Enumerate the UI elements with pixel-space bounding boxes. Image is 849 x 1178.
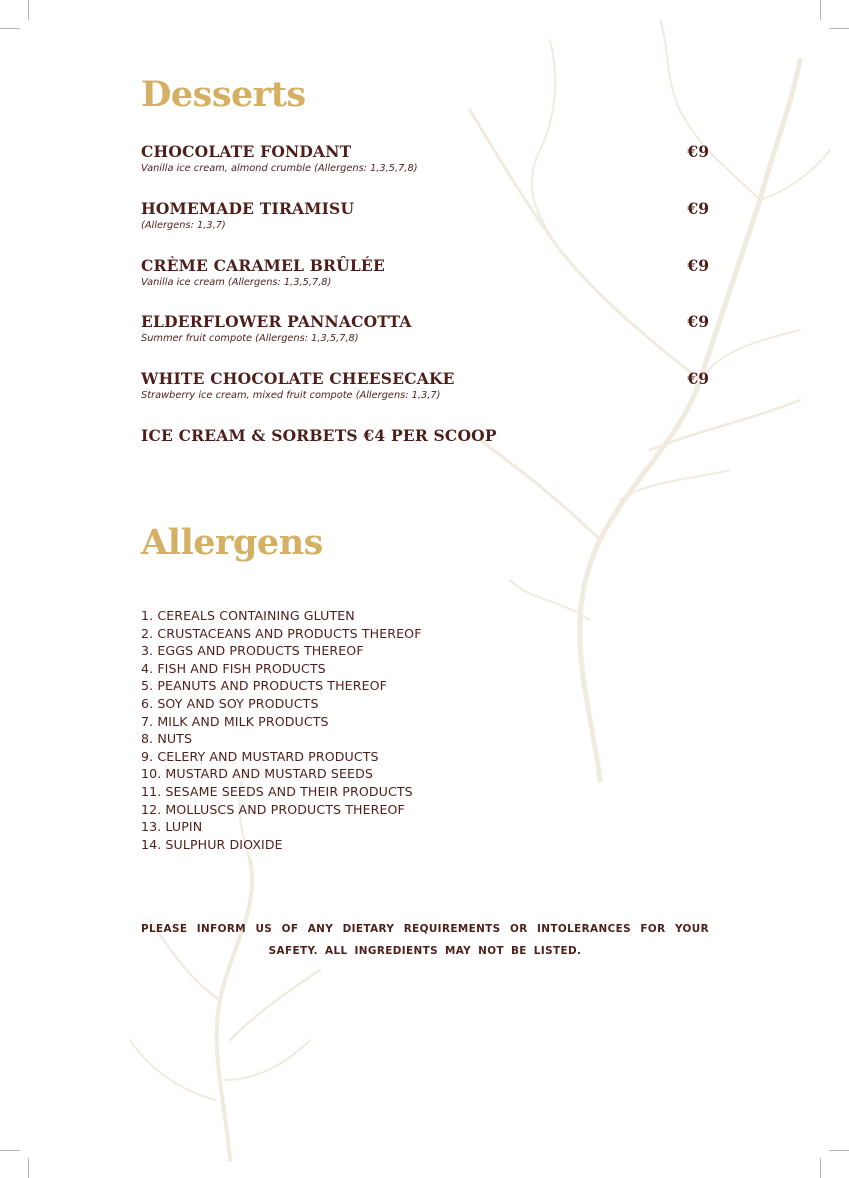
menu-item-price: €9 <box>687 199 709 218</box>
allergen-item: 5. PEANUTS AND PRODUCTS THEREOF <box>141 678 387 694</box>
menu-item-name: ELDERFLOWER PANNACOTTA <box>141 312 412 331</box>
allergen-list <box>141 607 422 853</box>
menu-item-price: €9 <box>687 256 709 275</box>
allergen-item: 14. SULPHUR DIOXIDE <box>141 836 283 852</box>
menu-item-name: CRÈME CARAMEL BRÛLÉE <box>141 256 385 275</box>
menu-item <box>141 313 709 345</box>
menu-item-name: HOMEMADE TIRAMISU <box>141 199 355 218</box>
menu-item-price: €9 <box>687 369 709 388</box>
menu-item-name: CHOCOLATE FONDANT <box>141 142 352 161</box>
allergen-item: 7. MILK AND MILK PRODUCTS <box>141 713 329 729</box>
allergen-item: 10. MUSTARD AND MUSTARD SEEDS <box>141 766 373 782</box>
allergen-item: 6. SOY AND SOY PRODUCTS <box>141 695 319 711</box>
menu-item <box>141 257 709 289</box>
menu-item-description: Strawberry ice cream, mixed fruit compote (Allergens: 1,3,7) <box>141 390 441 401</box>
desserts-heading: Desserts <box>141 74 306 115</box>
allergens-heading: Allergens <box>141 522 323 563</box>
menu-item-price: €9 <box>687 312 709 331</box>
menu-item-description: Vanilla ice cream, almond crumble (Allergens: 1,3,5,7,8) <box>141 163 418 174</box>
menu-item-price: €9 <box>687 142 709 161</box>
allergen-item: 1. CEREALS CONTAINING GLUTEN <box>141 608 355 623</box>
dietary-notice: PLEASE INFORM US OF ANY DIETARY REQUIREMENTS OR INTOLERANCES FOR YOUR SAFETY. ALL INGREDIENTS MAY NOT BE LISTED. <box>141 923 709 957</box>
menu-item-description: Vanilla ice cream (Allergens: 1,3,5,7,8) <box>141 277 332 288</box>
allergen-item: 4. FISH AND FISH PRODUCTS <box>141 660 326 676</box>
menu-item <box>141 143 709 175</box>
menu-item-description: (Allergens: 1,3,7) <box>141 220 226 231</box>
ice-cream-note: ICE CREAM & SORBETS €4 PER SCOOP <box>141 426 497 445</box>
menu-item-name: WHITE CHOCOLATE CHEESECAKE <box>141 369 455 388</box>
allergen-item: 13. LUPIN <box>141 819 203 835</box>
menu-item <box>141 370 709 402</box>
allergen-item: 11. SESAME SEEDS AND THEIR PRODUCTS <box>141 783 413 799</box>
allergen-item: 3. EGGS AND PRODUCTS THEREOF <box>141 643 364 659</box>
allergen-item: 8. NUTS <box>141 731 193 747</box>
allergen-item: 12. MOLLUSCS AND PRODUCTS THEREOF <box>141 801 405 817</box>
menu-item <box>141 200 709 232</box>
allergen-item: 2. CRUSTACEANS AND PRODUCTS THEREOF <box>141 625 422 641</box>
menu-item-description: Summer fruit compote (Allergens: 1,3,5,7,8) <box>141 333 359 344</box>
allergen-item: 9. CELERY AND MUSTARD PRODUCTS <box>141 748 379 764</box>
